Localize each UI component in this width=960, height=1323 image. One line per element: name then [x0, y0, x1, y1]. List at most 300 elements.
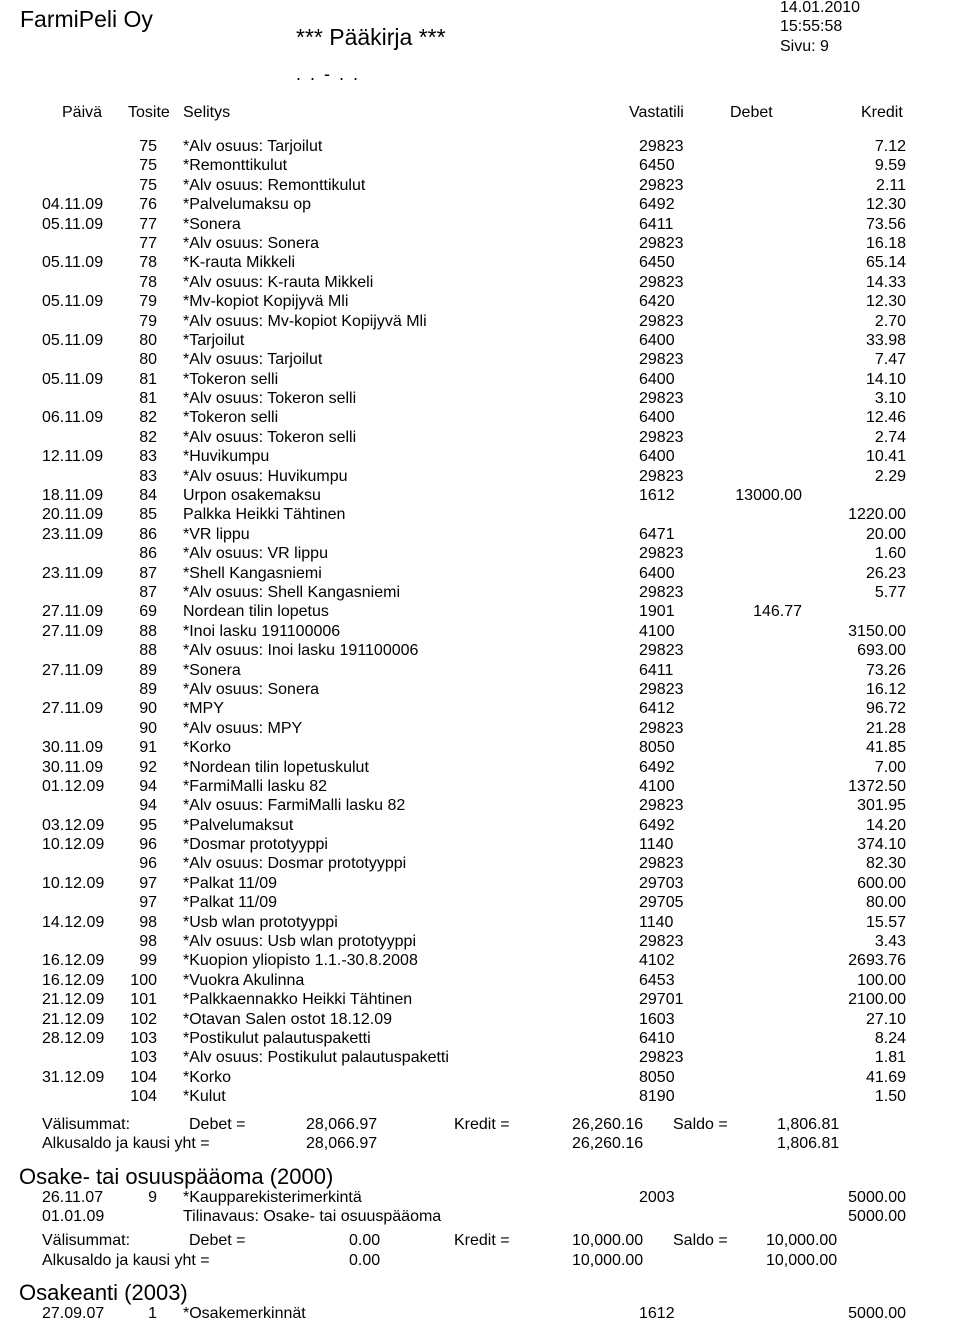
row-description: *Usb wlan prototyyppi: [183, 913, 338, 931]
row-account: 29823: [639, 467, 684, 485]
row-credit: 12.30: [865, 196, 906, 214]
row-voucher: 77: [139, 215, 157, 233]
row-description: *MPY: [183, 700, 224, 718]
row-credit: 2.29: [874, 467, 906, 485]
row-account: 29823: [639, 273, 684, 291]
row-date: 05.11.09: [42, 331, 104, 349]
row-voucher: 84: [139, 487, 157, 505]
row-credit: 16.12: [865, 680, 906, 698]
print-time: 15:55:58: [780, 18, 843, 35]
row-description: Tilinavaus: Osake- tai osuuspääoma: [183, 1208, 442, 1226]
row-credit: 20.00: [865, 525, 906, 543]
row-account: 6453: [639, 971, 675, 989]
col-header-voucher: Tosite: [128, 104, 170, 121]
row-voucher: 98: [139, 933, 157, 951]
row-voucher: 87: [139, 583, 157, 601]
col-header-credit: Kredit: [861, 104, 903, 121]
row-account: 6450: [639, 157, 675, 175]
row-description: *Huvikumpu: [183, 448, 270, 466]
table-row: [0, 1207, 960, 1226]
table-row: [0, 719, 960, 738]
row-description: *Kuopion yliopisto 1.1.-30.8.2008: [183, 952, 418, 970]
row-credit: 1220.00: [848, 506, 906, 524]
row-credit: 73.26: [865, 661, 906, 679]
row-credit: 1.50: [874, 1088, 906, 1106]
row-description: *Korko: [183, 1068, 232, 1086]
row-credit: 7.12: [874, 138, 906, 155]
company-name: FarmiPeli Oy: [20, 6, 153, 32]
row-voucher: 88: [139, 622, 157, 640]
row-voucher: 90: [139, 700, 157, 718]
row-account: 29823: [639, 428, 684, 446]
row-credit: 1372.50: [848, 777, 906, 795]
row-description: *Mv-kopiot Kopijyvä Mli: [183, 293, 349, 311]
row-credit: 80.00: [865, 894, 906, 912]
row-credit: 3.43: [874, 933, 906, 951]
row-account: 6420: [639, 293, 675, 311]
subtotal-label: Välisummat:: [42, 1116, 131, 1133]
row-date: 05.11.09: [42, 370, 104, 388]
row-date: 30.11.09: [42, 758, 104, 776]
print-date: 14.01.2010: [780, 0, 861, 16]
row-account: 29701: [639, 991, 684, 1009]
row-voucher: 102: [130, 1010, 157, 1028]
row-account: 29823: [639, 176, 684, 194]
table-row: [0, 253, 960, 272]
row-voucher: 86: [139, 525, 157, 543]
row-account: 29705: [639, 894, 684, 912]
row-description: *Alv osuus: VR lippu: [183, 545, 328, 563]
col-header-account: Vastatili: [629, 104, 684, 121]
row-credit: 1.60: [874, 545, 906, 563]
row-credit: 2693.76: [848, 952, 906, 970]
table-row: [0, 1087, 960, 1106]
row-voucher: 94: [139, 797, 157, 815]
row-account: 29823: [639, 234, 684, 252]
row-voucher: 97: [139, 874, 157, 892]
row-account: 8190: [639, 1088, 675, 1106]
row-credit: 14.20: [865, 816, 906, 834]
col-header-description: Selitys: [183, 104, 231, 121]
row-date: 05.11.09: [42, 215, 104, 233]
row-voucher: 77: [139, 234, 157, 252]
row-account: 29823: [639, 351, 684, 369]
opening-label: Alkusaldo ja kausi yht =: [42, 1135, 210, 1152]
opening-saldo: 1,806.81: [777, 1135, 840, 1152]
row-account: 29823: [639, 719, 684, 737]
row-voucher: 103: [130, 1049, 157, 1067]
row-description: *Alv osuus: Usb wlan prototyyppi: [183, 933, 416, 951]
table-row: [0, 564, 960, 583]
row-description: *Remonttikulut: [183, 157, 288, 175]
subtotal-label: Välisummat:: [42, 1232, 131, 1249]
row-account: 6450: [639, 254, 675, 272]
row-credit: 2.70: [874, 312, 906, 330]
row-credit: 14.10: [865, 370, 906, 388]
kredit-label: Kredit =: [454, 1116, 510, 1133]
row-account: 6400: [639, 448, 675, 466]
row-account: 29823: [639, 138, 684, 155]
row-date: 26.11.07: [42, 1189, 104, 1206]
row-description: *Alv osuus: Inoi lasku 191100006: [183, 642, 419, 660]
row-credit: 41.69: [865, 1068, 906, 1086]
row-voucher: 83: [139, 467, 157, 485]
row-account: 6411: [639, 215, 674, 233]
table-row: [0, 816, 960, 835]
row-credit: 26.23: [865, 564, 906, 582]
row-credit: 301.95: [857, 797, 906, 815]
row-account: 6492: [639, 758, 675, 776]
row-credit: 3150.00: [848, 622, 906, 640]
row-description: *Alv osuus: Remonttikulut: [183, 176, 366, 194]
table-row: [0, 1068, 960, 1087]
row-credit: 2.11: [876, 176, 906, 194]
row-date: 27.11.09: [42, 622, 104, 640]
row-description: *Vuokra Akulinna: [183, 971, 305, 989]
row-account: 6411: [639, 661, 674, 679]
row-voucher: 80: [139, 331, 157, 349]
row-date: 05.11.09: [42, 293, 104, 311]
row-date: 01.12.09: [42, 777, 105, 795]
row-voucher: 81: [139, 370, 157, 388]
row-voucher: 100: [130, 971, 157, 989]
kredit-total: 10,000.00: [572, 1232, 644, 1249]
opening-debet: 0.00: [349, 1252, 381, 1269]
opening-saldo: 10,000.00: [766, 1252, 838, 1269]
row-description: *Sonera: [183, 215, 241, 233]
row-account: 1612: [639, 1305, 675, 1322]
row-voucher: 83: [139, 448, 157, 466]
row-description: *Palvelumaksu op: [183, 196, 312, 214]
table-row: [0, 1010, 960, 1029]
row-description: *Alv osuus: Postikulut palautuspaketti: [183, 1049, 449, 1067]
table-row: [0, 893, 960, 912]
table-row: [0, 758, 960, 777]
row-description: *Palkat 11/09: [183, 874, 277, 892]
row-voucher: 104: [130, 1068, 157, 1086]
row-date: 01.01.09: [42, 1208, 105, 1226]
table-row: [0, 854, 960, 873]
row-voucher: 104: [130, 1088, 157, 1106]
table-row: [0, 292, 960, 311]
row-account: 1612: [639, 487, 675, 505]
opening-kredit: 10,000.00: [572, 1252, 644, 1269]
row-voucher: 99: [139, 952, 157, 970]
row-account: 29823: [639, 583, 684, 601]
page-number: Sivu: 9: [780, 38, 829, 55]
row-description: *Alv osuus: MPY: [183, 719, 303, 737]
row-account: 6400: [639, 370, 675, 388]
row-description: *Korko: [183, 739, 232, 757]
row-date: 10.12.09: [42, 836, 105, 854]
table-row: [0, 777, 960, 796]
row-voucher: 75: [139, 157, 157, 175]
row-voucher: 96: [139, 855, 157, 873]
row-description: *Shell Kangasniemi: [183, 564, 322, 582]
row-credit: 7.47: [874, 351, 906, 369]
row-voucher: 69: [139, 603, 157, 621]
row-account: 6412: [639, 700, 675, 718]
opening-debet: 28,066.97: [306, 1135, 378, 1152]
table-row: [0, 486, 960, 505]
row-credit: 100.00: [857, 971, 906, 989]
table-row: [0, 195, 960, 214]
table-row: [0, 583, 960, 602]
row-account: 6492: [639, 816, 675, 834]
table-row: [0, 641, 960, 660]
row-account: 4102: [639, 952, 675, 970]
row-description: *FarmiMalli lasku 82: [183, 777, 328, 795]
debet-label: Debet =: [189, 1232, 246, 1249]
row-voucher: 80: [139, 351, 157, 369]
row-voucher: 82: [139, 409, 157, 427]
row-date: 20.11.09: [42, 506, 104, 524]
row-date: 23.11.09: [42, 564, 104, 582]
row-account: 6492: [639, 196, 675, 214]
table-row: [0, 408, 960, 427]
subtotal-row: [0, 1116, 960, 1136]
row-date: 27.11.09: [42, 700, 104, 718]
row-description: *Palkkaennakko Heikki Tähtinen: [183, 991, 413, 1009]
row-credit: 21.28: [865, 719, 906, 737]
row-voucher: 88: [139, 642, 157, 660]
table-row: [0, 913, 960, 932]
table-row: [0, 990, 960, 1009]
saldo-total: 1,806.81: [777, 1116, 840, 1133]
row-description: *Osakemerkinnät: [183, 1305, 306, 1322]
subtotal-row: [0, 1232, 960, 1252]
row-description: *Alv osuus: Sonera: [183, 234, 320, 252]
table-row: [0, 350, 960, 369]
row-description: Urpon osakemaksu: [183, 487, 321, 505]
row-account: 8050: [639, 739, 675, 757]
row-description: *Alv osuus: Dosmar prototyyppi: [183, 855, 407, 873]
row-account: 6471: [639, 525, 675, 543]
table-row: [0, 331, 960, 350]
row-debit: 146.77: [753, 603, 802, 621]
row-credit: 2.74: [874, 428, 906, 446]
row-credit: 12.46: [865, 409, 906, 427]
row-credit: 27.10: [865, 1010, 906, 1028]
row-description: *Alv osuus: Tarjoilut: [183, 138, 323, 155]
row-debit: 13000.00: [735, 487, 802, 505]
row-date: 21.12.09: [42, 1010, 105, 1028]
row-date: 06.11.09: [42, 409, 104, 427]
row-voucher: 78: [139, 254, 157, 272]
row-description: *Alv osuus: K-rauta Mikkeli: [183, 273, 374, 291]
opening-kredit: 26,260.16: [572, 1135, 644, 1152]
row-description: *Postikulut palautuspaketti: [183, 1029, 371, 1047]
row-voucher: 94: [139, 777, 157, 795]
row-date: 28.12.09: [42, 1029, 105, 1047]
row-description: *Alv osuus: FarmiMalli lasku 82: [183, 797, 406, 815]
table-row: [0, 428, 960, 447]
opening-balance-row: [0, 1135, 960, 1155]
table-row: [0, 602, 960, 621]
row-description: *Kulut: [183, 1088, 226, 1106]
row-voucher: 81: [139, 390, 157, 408]
row-description: *Alv osuus: Huvikumpu: [183, 467, 348, 485]
section-title: Osakeanti (2003): [19, 1280, 188, 1305]
ledger-table: [0, 137, 960, 1107]
row-description: *Dosmar prototyyppi: [183, 836, 328, 854]
row-credit: 73.56: [865, 215, 906, 233]
row-description: *Tokeron selli: [183, 370, 279, 388]
table-row: [0, 699, 960, 718]
row-account: 29823: [639, 545, 684, 563]
table-row: [0, 680, 960, 699]
table-row: [0, 544, 960, 563]
row-voucher: 101: [130, 991, 157, 1009]
row-date: 16.12.09: [42, 952, 105, 970]
row-account: 1140: [639, 913, 674, 931]
row-voucher: 75: [139, 176, 157, 194]
section-table: [0, 1188, 960, 1227]
row-account: 29823: [639, 933, 684, 951]
row-voucher: 89: [139, 680, 157, 698]
debet-label: Debet =: [189, 1116, 246, 1133]
debet-total: 0.00: [349, 1232, 381, 1249]
saldo-label: Saldo =: [673, 1232, 728, 1249]
row-description: Palkka Heikki Tähtinen: [183, 506, 346, 524]
row-credit: 12.30: [865, 293, 906, 311]
row-credit: 600.00: [857, 874, 906, 892]
row-account: 6410: [639, 1029, 675, 1047]
row-date: 27.11.09: [42, 603, 104, 621]
row-credit: 3.10: [874, 390, 906, 408]
row-date: 05.11.09: [42, 254, 104, 272]
table-row: [0, 796, 960, 815]
row-account: 6400: [639, 409, 675, 427]
kredit-total: 26,260.16: [572, 1116, 644, 1133]
row-voucher: 92: [139, 758, 157, 776]
row-date: 12.11.09: [42, 448, 104, 466]
table-row: [0, 234, 960, 253]
row-date: 14.12.09: [42, 913, 105, 931]
row-voucher: 89: [139, 661, 157, 679]
row-description: *Otavan Salen ostot 18.12.09: [183, 1010, 393, 1028]
row-voucher: 75: [139, 138, 157, 155]
row-account: 1140: [639, 836, 674, 854]
row-account: 29823: [639, 312, 684, 330]
row-voucher: 76: [139, 196, 157, 214]
row-voucher: 82: [139, 428, 157, 446]
row-credit: 5000.00: [848, 1189, 906, 1206]
table-row: [0, 661, 960, 680]
row-account: 29823: [639, 1049, 684, 1067]
table-row: [0, 370, 960, 389]
row-date: 23.11.09: [42, 525, 104, 543]
row-description: *Alv osuus: Mv-kopiot Kopijyvä Mli: [183, 312, 427, 330]
row-credit: 9.59: [874, 157, 906, 175]
row-description: *Tokeron selli: [183, 409, 279, 427]
row-credit: 96.72: [865, 700, 906, 718]
row-credit: 7.00: [874, 758, 906, 776]
row-credit: 82.30: [865, 855, 906, 873]
table-row: [0, 951, 960, 970]
table-row: [0, 932, 960, 951]
table-row: [0, 1188, 960, 1207]
row-account: 4100: [639, 622, 675, 640]
row-voucher: 78: [139, 273, 157, 291]
row-date: 16.12.09: [42, 971, 105, 989]
row-voucher: 85: [139, 506, 157, 524]
table-row: [0, 835, 960, 854]
table-row: [0, 874, 960, 893]
row-credit: 5.77: [874, 583, 906, 601]
row-description: *Tarjoilut: [183, 331, 245, 349]
row-credit: 693.00: [857, 642, 906, 660]
col-header-debit: Debet: [730, 104, 773, 121]
row-credit: 1.81: [874, 1049, 906, 1067]
row-description: *Palvelumaksut: [183, 816, 294, 834]
table-row: [0, 156, 960, 175]
row-account: 4100: [639, 777, 675, 795]
saldo-total: 10,000.00: [766, 1232, 838, 1249]
row-date: 21.12.09: [42, 991, 105, 1009]
row-description: *K-rauta Mikkeli: [183, 254, 296, 272]
table-row: [0, 137, 960, 156]
row-credit: 16.18: [865, 234, 906, 252]
row-voucher: 1: [148, 1305, 157, 1322]
row-account: 29823: [639, 390, 684, 408]
row-account: 6400: [639, 564, 675, 582]
row-voucher: 96: [139, 836, 157, 854]
table-row: [0, 215, 960, 234]
row-credit: 41.85: [865, 739, 906, 757]
row-account: 1603: [639, 1010, 675, 1028]
row-voucher: 87: [139, 564, 157, 582]
table-row: [0, 1048, 960, 1067]
period-placeholder: . . - . .: [296, 64, 361, 84]
row-voucher: 97: [139, 894, 157, 912]
row-credit: 33.98: [865, 331, 906, 349]
table-row: [0, 312, 960, 331]
row-date: 18.11.09: [42, 487, 104, 505]
row-date: 04.11.09: [42, 196, 104, 214]
row-voucher: 86: [139, 545, 157, 563]
row-account: 29823: [639, 642, 684, 660]
row-description: *Alv osuus: Tokeron selli: [183, 390, 357, 408]
opening-balance-row: [0, 1252, 960, 1272]
row-account: 29823: [639, 680, 684, 698]
row-date: 10.12.09: [42, 874, 105, 892]
section-title: Osake- tai osuuspääoma (2000): [19, 1164, 334, 1189]
row-account: 29703: [639, 874, 684, 892]
col-header-date: Päivä: [62, 104, 103, 121]
row-voucher: 79: [139, 312, 157, 330]
row-voucher: 103: [130, 1029, 157, 1047]
row-voucher: 9: [148, 1189, 157, 1206]
kredit-label: Kredit =: [454, 1232, 510, 1249]
table-row: [0, 525, 960, 544]
row-description: *Sonera: [183, 661, 241, 679]
table-row: [0, 176, 960, 195]
row-description: *Nordean tilin lopetuskulut: [183, 758, 369, 776]
row-account: 8050: [639, 1068, 675, 1086]
table-row: [0, 447, 960, 466]
saldo-label: Saldo =: [673, 1116, 728, 1133]
section-table: [0, 1304, 960, 1323]
row-voucher: 79: [139, 293, 157, 311]
table-row: [0, 1304, 960, 1323]
row-account: 29823: [639, 855, 684, 873]
row-credit: 15.57: [865, 913, 906, 931]
table-row: [0, 971, 960, 990]
row-account: 1901: [639, 603, 675, 621]
row-date: 30.11.09: [42, 739, 104, 757]
row-date: 27.09.07: [42, 1305, 105, 1322]
